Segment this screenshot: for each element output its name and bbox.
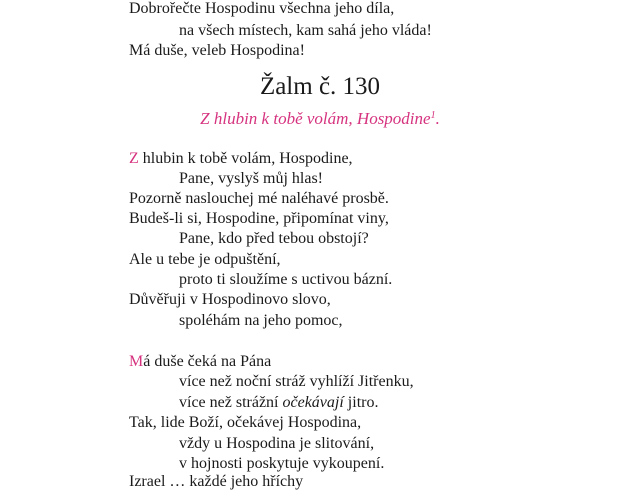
stanza2-line-3-b: jitro. bbox=[343, 394, 379, 411]
psalm-subtitle-text: Z hlubin k tobě volám, Hospodine bbox=[200, 109, 431, 128]
footnote-mark[interactable]: 1 bbox=[430, 110, 436, 121]
psalm-title: Žalm č. 130 bbox=[259, 73, 381, 100]
drop-initial: M bbox=[129, 353, 144, 370]
stanza2-line-3-a: více než strážní bbox=[179, 394, 283, 411]
stanza2-line-5: vždy u Hospodina je slitování, bbox=[179, 435, 375, 452]
stanza1-line-2: Pane, vyslyš můj hlas! bbox=[179, 170, 323, 187]
stanza1-line-7: proto ti sloužíme s uctivou bázní. bbox=[179, 271, 393, 288]
prev-psalm-line-3: Má duše, veleb Hospodina! bbox=[129, 42, 305, 59]
stanza2-line-7: Izrael … každé jeho hříchy bbox=[129, 473, 304, 490]
drop-initial: Z bbox=[129, 150, 139, 167]
psalm-subtitle-end: . bbox=[435, 109, 440, 128]
stanza2-line-3 bbox=[179, 393, 378, 413]
stanza2-line-3-italic: očekávají bbox=[282, 394, 344, 411]
stanza1-line-1 bbox=[129, 149, 353, 169]
stanza1-line-4: Budeš-li si, Hospodine, připomínat viny, bbox=[129, 210, 389, 227]
prev-psalm-line-1: Dobrořečte Hospodinu všechna jeho díla, bbox=[129, 0, 395, 17]
stanza1-line-3: Pozorně naslouchej mé naléhavé prosbě. bbox=[129, 190, 389, 207]
stanza2-line-1-text: á duše čeká na Pána bbox=[143, 353, 272, 370]
stanza1-line-6: Ale u tebe je odpuštění, bbox=[129, 251, 281, 268]
stanza2-line-1 bbox=[129, 352, 271, 372]
stanza1-line-1-text: hlubin k tobě volám, Hospodine, bbox=[138, 150, 353, 167]
prev-psalm-line-2: na všech místech, kam sahá jeho vláda! bbox=[179, 22, 432, 39]
stanza2-line-2: více než noční stráž vyhlíží Jitřenku, bbox=[179, 373, 414, 390]
stanza1-line-5: Pane, kdo před tebou obstojí? bbox=[179, 230, 369, 247]
stanza1-line-9: spoléhám na jeho pomoc, bbox=[179, 312, 343, 329]
stanza2-line-6: v hojnosti poskytuje vykoupení. bbox=[179, 455, 385, 472]
psalm-subtitle bbox=[0, 105, 640, 130]
stanza2-line-4: Tak, lide Boží, očekávej Hospodina, bbox=[129, 414, 362, 431]
stanza1-line-8: Důvěřuji v Hospodinovo slovo, bbox=[129, 291, 331, 308]
